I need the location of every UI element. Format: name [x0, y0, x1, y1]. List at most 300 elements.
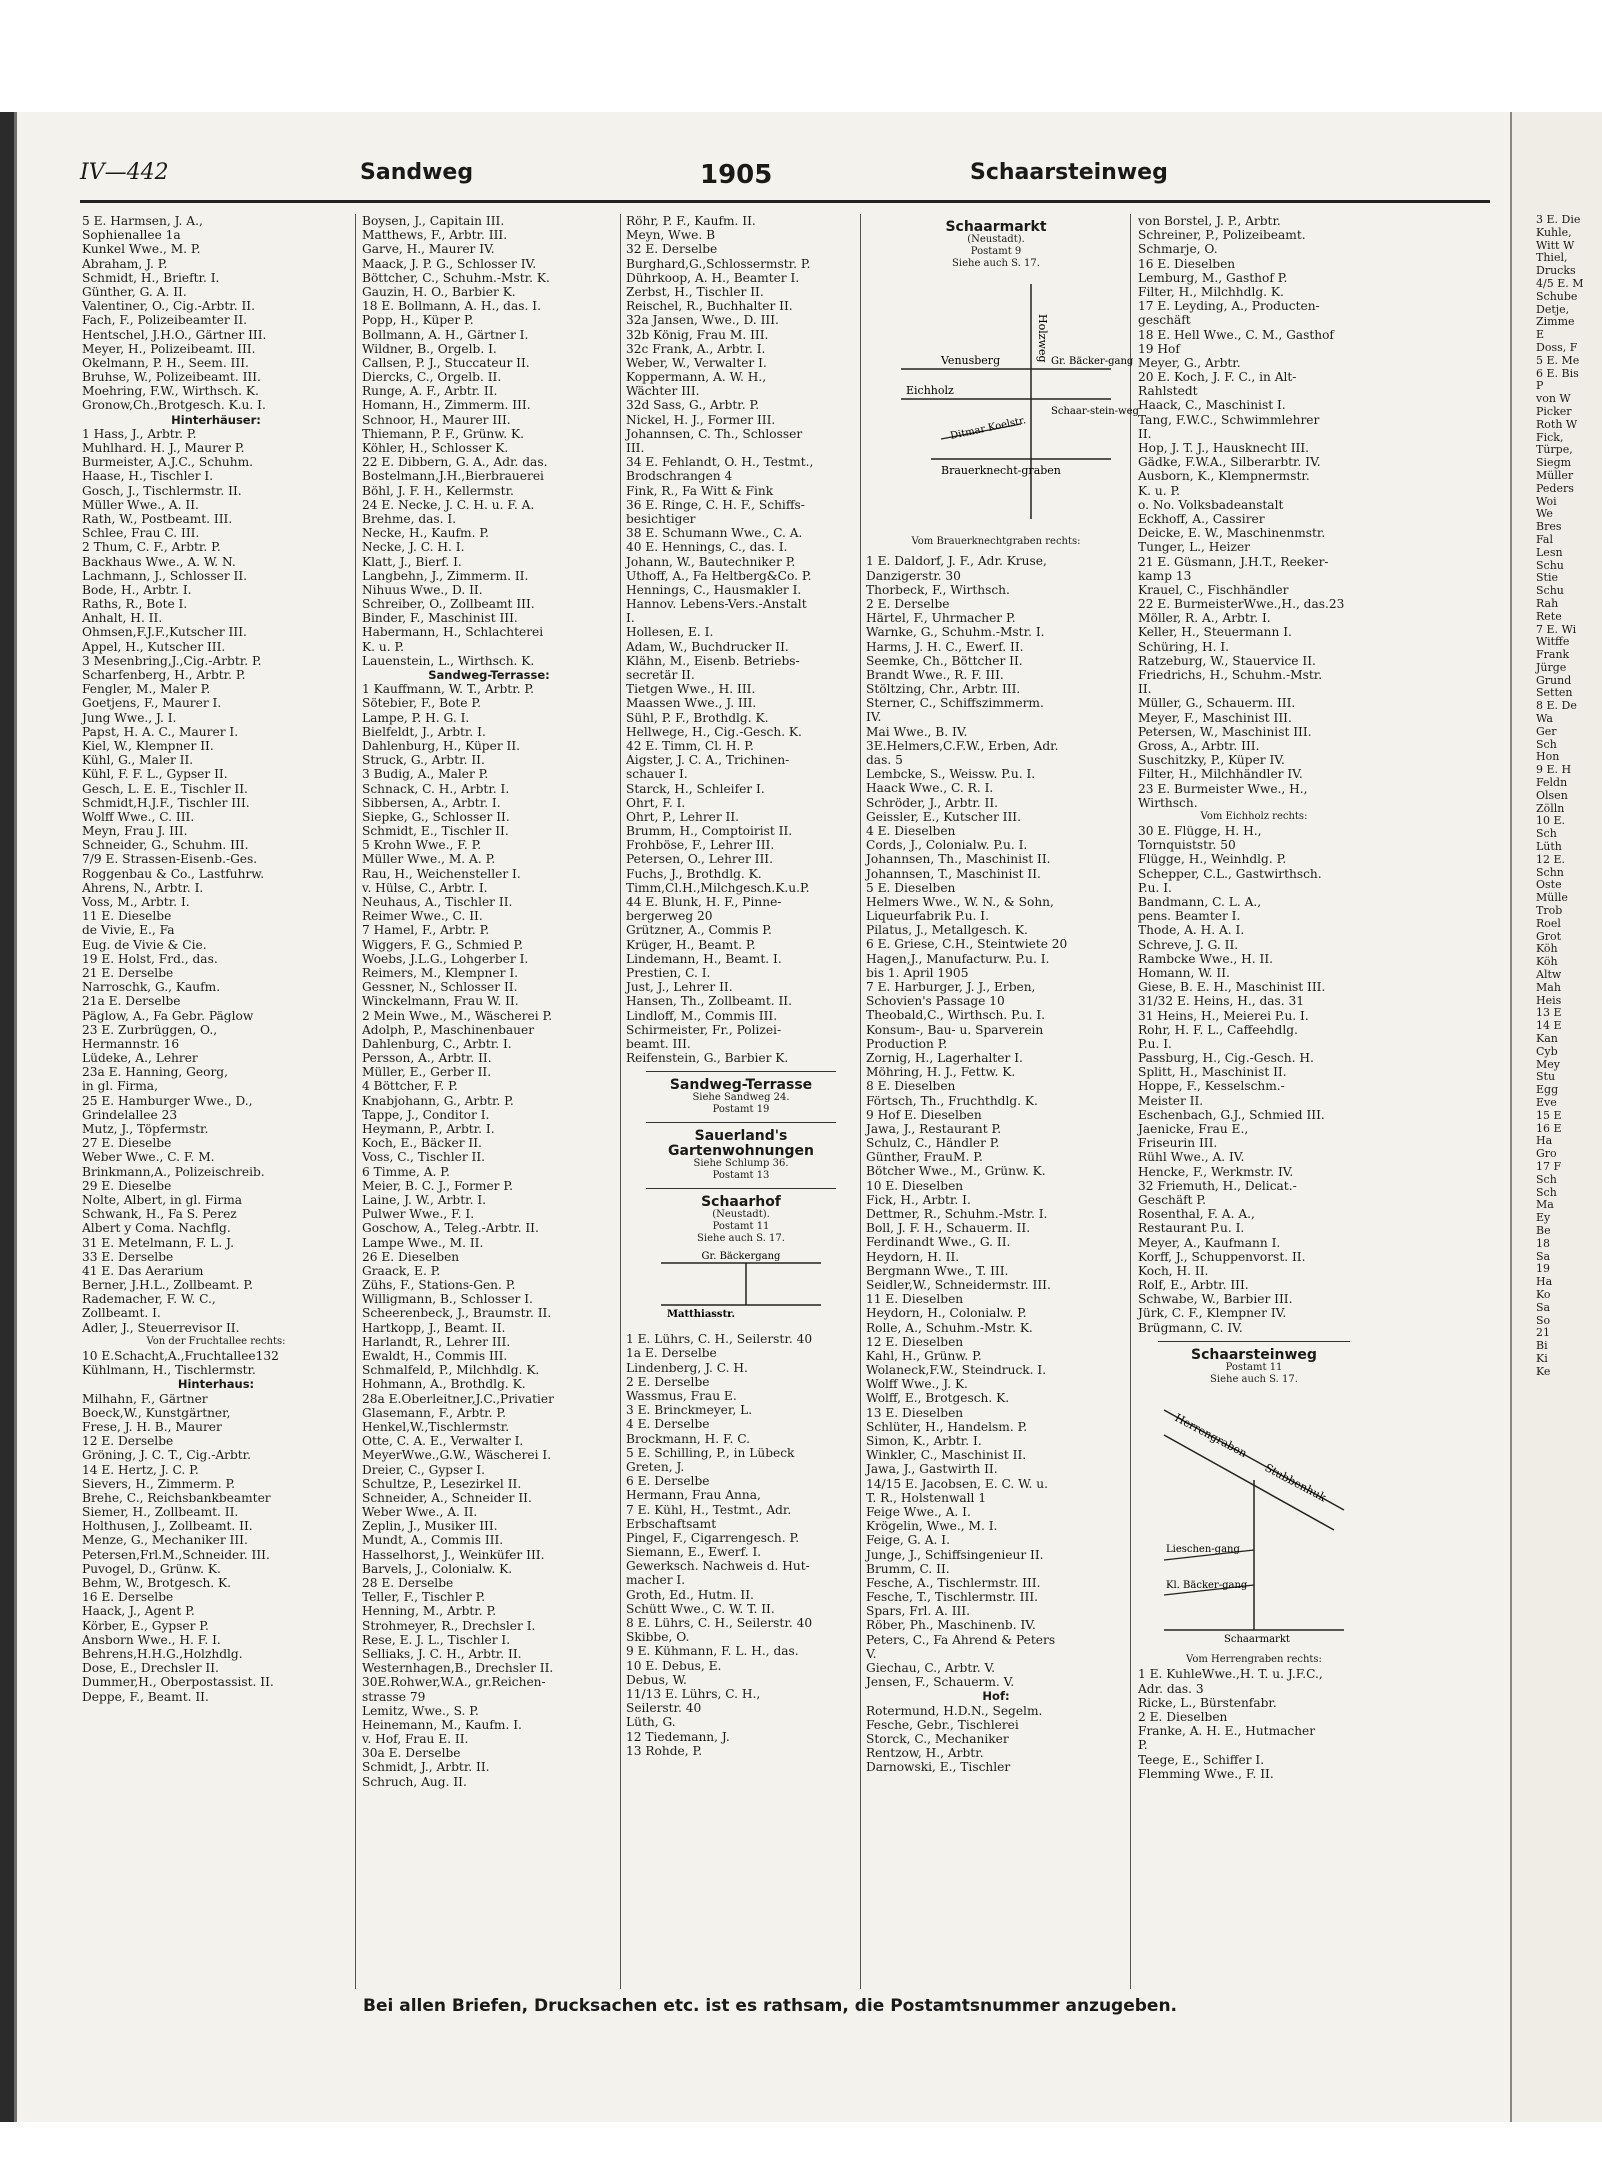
directory-entry: Gröning, J. C. T., Cig.-Arbtr. [82, 1448, 252, 1463]
directory-entry: Rolf, E., Arbtr. III. [1138, 1278, 1249, 1293]
directory-entry: Sandweg-Terrasse: [428, 668, 550, 682]
next-page-fragment: Rah [1536, 596, 1559, 610]
directory-entry: Harms, J. H. C., Ewerf. II. [866, 639, 1024, 654]
directory-entry: 10 E. Debus, E. [626, 1658, 722, 1673]
directory-entry: Giese, B. E. H., Maschinist III. [1138, 980, 1326, 995]
directory-entry: Maack, J. P. G., Schlosser IV. [362, 256, 537, 271]
directory-entry: Wolff, E., Brotgesch. K. [866, 1391, 1010, 1406]
directory-entry: Ricke, L., Bürstenfabr. [1138, 1695, 1277, 1710]
directory-entry: 1a E. Derselbe [626, 1346, 717, 1361]
next-page-fragment: Stie [1536, 571, 1558, 585]
column-divider [860, 214, 861, 1989]
directory-entry: Hagen,J., Manufacturw. P.u. I. [866, 951, 1050, 966]
directory-entry: I. [626, 611, 635, 626]
directory-entry: IV. [866, 710, 882, 725]
directory-entry: Greten, J. [626, 1459, 685, 1474]
directory-entry: Hohmann, A., Brothdlg. K. [362, 1377, 526, 1392]
next-page-fragment: Trob [1536, 904, 1563, 918]
directory-entry: 22 E. BurmeisterWwe.,H., das.23 [1138, 597, 1345, 612]
directory-entry: Spars, Frl. A. III. [866, 1604, 971, 1619]
next-page-fragment: Mey [1536, 1057, 1560, 1071]
next-page-fragment: 13 E [1536, 1006, 1562, 1020]
directory-entry: Rühl Wwe., A. IV. [1138, 1150, 1245, 1165]
directory-entry: Henkel,W.,Tischlermstr. [362, 1419, 510, 1434]
directory-entry: 1 Kauffmann, W. T., Arbtr. P. [362, 682, 535, 697]
directory-entry: Schepper, C.L., Gastwirthsch. [1138, 866, 1322, 881]
directory-entry: 16 E. Derselbe [82, 1590, 174, 1605]
next-page-fragment: Zimme [1536, 315, 1575, 329]
next-page-fragment: Mah [1536, 980, 1561, 994]
directory-entry: Burmeister, A.J.C., Schuhm. [82, 455, 254, 470]
directory-entry: Kiel, W., Klempner II. [82, 738, 214, 753]
next-page-fragment: Grot [1536, 929, 1562, 943]
next-page-fragment: Altw [1536, 968, 1562, 982]
column-divider [1130, 214, 1131, 1989]
directory-entry: 34 E. Fehlandt, O. H., Testmt., [626, 455, 814, 470]
directory-entry: Valentiner, O., Cig.-Arbtr. II. [82, 299, 255, 314]
schaarsteinweg-box [1138, 1348, 1370, 1647]
next-page-fragment: Sch [1536, 1185, 1557, 1199]
directory-entry: 10 E. Dieselben [866, 1178, 964, 1193]
directory-entry: Zeplin, J., Musiker III. [362, 1519, 498, 1534]
directory-entry: Feige, G. A. I. [866, 1533, 950, 1548]
directory-entry: Barvels, J., Colonialw. K. [362, 1561, 513, 1576]
directory-entry: MeyerWwe.,G.W., Wäscherei I. [362, 1448, 552, 1463]
directory-entry: Groth, Ed., Hutm. II. [626, 1587, 754, 1602]
directory-entry: Grindelallee 23 [82, 1107, 178, 1122]
directory-entry: Lindenberg, J. C. H. [626, 1360, 748, 1375]
directory-entry: 13 Rohde, P. [626, 1743, 703, 1758]
directory-entry: 2 E. Derselbe [626, 1374, 710, 1389]
section-rule [646, 1071, 836, 1072]
directory-entry: 4 Böttcher, F. P. [362, 1079, 458, 1094]
directory-entry: P.u. I. [1138, 1036, 1172, 1051]
directory-entry: Debus, W. [626, 1672, 687, 1687]
directory-entry: in gl. Firma, [82, 1079, 158, 1094]
next-page-fragment: 15 E [1536, 1108, 1562, 1122]
directory-entry: 19 E. Holst, Frd., das. [82, 951, 218, 966]
directory-entry: Brügmann, C. IV. [1138, 1320, 1243, 1335]
section-subheading: Vom Brauerknechtgraben rechts: [911, 536, 1081, 548]
directory-entry: Lauenstein, L., Wirthsch. K. [362, 653, 535, 668]
directory-entry: Matthews, F., Arbtr. III. [362, 228, 508, 243]
directory-entry: Ohrt, P., Lehrer II. [626, 809, 740, 824]
directory-entry: 30 E. Flügge, H. H., [1138, 824, 1262, 839]
directory-entry: Gross, A., Arbtr. III. [1138, 738, 1260, 753]
directory-entry: 5 E. Dieselben [866, 880, 956, 895]
directory-entry: Cords, J., Colonialw. P.u. I. [866, 838, 1028, 853]
directory-entry: Gessner, N., Schlosser II. [362, 980, 518, 995]
next-page-fragment: Schube [1536, 289, 1578, 303]
directory-entry: Schreiber, O., Zollbeamt III. [362, 597, 535, 612]
directory-entry: Hennings, C., Hausmakler I. [626, 582, 802, 597]
column-sandweg-1 [82, 214, 350, 1704]
box-subtitle: (Neustadt). [712, 1209, 770, 1221]
directory-entry: 12 Tiedemann, J. [626, 1729, 730, 1744]
directory-entry: Storck, C., Mechaniker [866, 1731, 1009, 1746]
directory-entry: Lampe, P. H. G. I. [362, 710, 470, 725]
next-page-fragment: Sch [1536, 737, 1557, 751]
directory-entry: Schneider, A., Schneider II. [362, 1490, 532, 1505]
right-street-title: Schaarsteinweg [970, 160, 1168, 185]
directory-entry: Hermann, Frau Anna, [626, 1488, 761, 1503]
directory-entry: Homann, W. II. [1138, 965, 1230, 980]
directory-entry: Von der Fruchtallee rechts: [146, 1335, 286, 1347]
next-page-fragment: Setten [1536, 686, 1573, 700]
schaarmarkt-map [881, 274, 1139, 529]
directory-entry: Maassen Wwe., J. III. [626, 696, 757, 711]
directory-entry: Schlüter, H., Handelsm. P. [866, 1419, 1028, 1434]
directory-entry: Rau, H., Weichensteller I. [362, 866, 521, 881]
directory-entry: Weber Wwe., A. II. [362, 1505, 478, 1520]
directory-entry: Jawa, J., Gastwirth II. [866, 1462, 998, 1477]
directory-entry: Klähn, M., Eisenb. Betriebs- [626, 653, 800, 668]
directory-entry: 21 E. Güsmann, J.H.T., Reeker- [1138, 554, 1329, 569]
directory-entry: Hencke, F., Werkmstr. IV. [1138, 1164, 1294, 1179]
directory-entry: Menze, G., Mechaniker III. [82, 1533, 248, 1548]
directory-entry: Jensen, F., Schauerm. V. [866, 1675, 1015, 1690]
directory-entry: Berner, J.H.L., Zollbeamt. P. [82, 1278, 254, 1293]
next-page-fragment: Siegm [1536, 456, 1572, 470]
directory-entry: Wildner, B., Orgelb. I. [362, 341, 497, 356]
box-title: Schaarsteinweg [1191, 1346, 1317, 1363]
directory-entry: Reischel, R., Buchhalter II. [626, 299, 793, 314]
directory-entry: Koch, H. II. [1138, 1263, 1209, 1278]
directory-entry: Brehme, das. I. [362, 511, 457, 526]
directory-entry: Krauel, C., Fischhändler [1138, 582, 1289, 597]
directory-entry: Krüger, H., Beamt. P. [626, 937, 756, 952]
directory-entry: Rademacher, F. W. C., [82, 1292, 216, 1307]
directory-entry: Wolff Wwe., J. K. [866, 1377, 968, 1392]
directory-entry: 41 E. Das Aerarium [82, 1263, 204, 1278]
directory-entry: Teller, F., Tischler P. [362, 1590, 486, 1605]
directory-entry: 5 E. Schilling, P., in Lübeck [626, 1445, 795, 1460]
directory-entry: Behrens,H.H.G.,Holzhdlg. [82, 1646, 243, 1661]
directory-entry: Rolle, A., Schuhm.-Mstr. K. [866, 1320, 1033, 1335]
directory-entry: Lemburg, M., Gasthof P. [1138, 270, 1288, 285]
directory-entry: 17 E. Leyding, A., Producten- [1138, 299, 1320, 314]
directory-entry: Erbschaftsamt [626, 1516, 717, 1531]
map-street-label: Venusberg [941, 354, 1001, 368]
directory-entry: III. [626, 441, 645, 455]
directory-entry: Reimers, M., Klempner I. [362, 965, 519, 980]
directory-entry: Zühs, F., Stations-Gen. P. [362, 1278, 516, 1293]
directory-entry: Schmidt,H.J.F., Tischler III. [82, 795, 250, 810]
directory-entry: Scharfenberg, H., Arbtr. P. [82, 668, 246, 682]
box-title: Sandweg-Terrasse [669, 1077, 813, 1094]
directory-entry: Backhaus Wwe., A. W. N. [82, 554, 236, 569]
directory-entry: Koppermann, A. W. H., [626, 370, 767, 385]
directory-entry: Restaurant P.u. I. [1138, 1221, 1245, 1236]
directory-entry: Frese, J. H. B., Maurer [82, 1419, 222, 1434]
directory-entry: Adam, W., Buchdrucker II. [626, 639, 789, 654]
map-street-label: Eichholz [906, 384, 954, 398]
schaarhof-map [641, 1249, 841, 1319]
scan-dark-margin [0, 112, 14, 2122]
next-page-fragment: Woi [1536, 494, 1557, 508]
directory-entry: Starck, H., Schleifer I. [626, 781, 765, 796]
next-page-fragment: Ko [1536, 1287, 1551, 1301]
directory-entry: Heydorn, H., Colonialw. P. [866, 1306, 1027, 1321]
directory-entry: Boeck,W., Kunstgärtner, [82, 1405, 231, 1420]
directory-entry: 3 Mesenbring,J.,Cig.-Arbtr. P. [82, 653, 262, 668]
directory-entry: Dettmer, R., Schuhm.-Mstr. I. [866, 1207, 1048, 1222]
directory-entry: Wächter III. [626, 384, 700, 399]
directory-entry: Winckelmann, Frau W. II. [362, 994, 519, 1009]
directory-entry: Johannsen, Th., Maschinist II. [866, 852, 1051, 867]
directory-entry: Glasemann, F., Arbtr. P. [362, 1405, 506, 1420]
directory-entry: Keller, H., Steuermann I. [1138, 625, 1292, 640]
directory-entry: Jung Wwe., J. I. [82, 710, 177, 725]
box-subtitle: (Neustadt). [967, 234, 1025, 246]
directory-entry: Selliaks, J. C. H., Arbtr. II. [362, 1646, 522, 1661]
directory-entry: das. 5 [866, 753, 903, 768]
directory-entry: Haack, C., Maschinist I. [1138, 398, 1286, 413]
directory-entry: Liqueurfabrik P.u. I. [866, 909, 989, 924]
box-reference: Siehe Sandweg 24. [692, 1092, 790, 1104]
directory-entry: Bielfeldt, J., Arbtr. I. [362, 724, 486, 739]
directory-entry: Fesche, T., Tischlermstr. III. [866, 1590, 1039, 1605]
directory-entry: Rath, W., Postbeamt. III. [82, 511, 233, 526]
directory-entry: 1 Hass, J., Arbtr. P. [82, 426, 197, 441]
next-page-fragment: Sch [1536, 1172, 1557, 1186]
directory-entry: 32a Jansen, Wwe., D. III. [626, 313, 779, 328]
directory-entry: 3 E. Brinckmeyer, L. [626, 1403, 753, 1418]
next-page-strip [1510, 112, 1602, 2122]
directory-entry: bis 1. April 1905 [866, 965, 969, 980]
directory-entry: Meyer, A., Kaufmann I. [1138, 1235, 1281, 1250]
directory-entry: Ohrt, F. I. [626, 795, 686, 810]
directory-entry: Günther, FrauM. P. [866, 1150, 983, 1165]
box-title: Sauerland's Gartenwohnungen [668, 1128, 814, 1159]
directory-entry: Hansen, Th., Zollbeamt. II. [626, 994, 792, 1009]
directory-entry: Deppe, F., Beamt. II. [82, 1689, 209, 1704]
directory-entry: Kühl, F. F. L., Gypser II. [82, 767, 228, 782]
directory-entry: Homann, H., Zimmerm. III. [362, 398, 531, 413]
column-divider [620, 214, 621, 1989]
next-page-fragment: 5 E. Me [1536, 353, 1580, 367]
directory-entry: Woebs, J.L.G., Lohgerber I. [362, 951, 529, 966]
directory-entry: Franke, A. H. E., Hutmacher [1138, 1724, 1316, 1739]
directory-entry: Schulz, C., Händler P. [866, 1136, 1000, 1151]
directory-entry: Wiggers, F. G., Schmied P. [362, 937, 524, 952]
directory-entry: Lemitz, Wwe., S. P. [362, 1703, 479, 1718]
directory-entry: Brumm, C. II. [866, 1561, 950, 1576]
directory-entry: Rese, E. J. L., Tischler I. [362, 1632, 511, 1647]
directory-entry: 30E.Rohwer,W.A., gr.Reichen- [362, 1675, 546, 1690]
directory-entry: Schüring, H. I. [1138, 639, 1230, 654]
next-page-fragment: Doss, F [1536, 340, 1578, 354]
directory-entry: Tornquiststr. 50 [1138, 838, 1236, 853]
directory-entry: 5 E. Harmsen, J. A., [82, 214, 203, 228]
directory-entry: Roggenbau & Co., Lastfuhrw. [82, 866, 265, 881]
directory-entry: Lindloff, M., Commis III. [626, 1008, 778, 1023]
next-page-fragment: Roth W [1536, 417, 1578, 431]
next-page-fragment: Thiel, [1536, 251, 1568, 265]
directory-entry: K. u. P. [362, 639, 405, 654]
directory-entry: Friseurin III. [1138, 1136, 1218, 1151]
directory-entry: Pingel, F., Cigarrengesch. P. [626, 1530, 800, 1545]
directory-entry: Schmalfeld, P., Milchhdlg. K. [362, 1363, 540, 1378]
next-page-fragment: Egg [1536, 1083, 1559, 1097]
directory-entry: Fengler, M., Maler P. [82, 682, 211, 697]
directory-entry: Persson, A., Arbtr. II. [362, 1051, 492, 1066]
next-page-fragment: 3 E. Die [1536, 213, 1581, 226]
directory-entry: Müller, G., Schauerm. III. [1138, 696, 1296, 711]
next-page-fragment: We [1536, 507, 1553, 521]
directory-entry: Pilatus, J., Metallgesch. K. [866, 923, 1028, 938]
directory-entry: 20 E. Koch, J. F. C., in Alt- [1138, 370, 1297, 385]
directory-entry: 21a E. Derselbe [82, 994, 181, 1009]
directory-entry: K. u. P. [1138, 483, 1181, 498]
directory-entry: 2 E. Derselbe [866, 596, 950, 611]
directory-entry: 4 E. Dieselben [866, 823, 956, 838]
directory-entry: P. [1138, 1738, 1148, 1753]
directory-entry: Haack, J., Agent P. [82, 1604, 195, 1619]
footer-notice: Bei allen Briefen, Drucksachen etc. ist es rathsam, die Postamtsnummer anzugeben. [363, 1996, 1177, 2016]
directory-entry: Thode, A. H. A. I. [1138, 923, 1245, 938]
column-sandweg-3 [626, 214, 856, 1758]
directory-entry: Junge, J., Schiffsingenieur II. [866, 1547, 1044, 1562]
directory-entry: Ratzeburg, W., Stauervice II. [1138, 653, 1316, 668]
directory-entry: Siepke, G., Schlosser II. [362, 809, 510, 824]
directory-entry: Brockmann, H. F. C. [626, 1431, 751, 1446]
directory-entry: schauer I. [626, 767, 688, 782]
directory-entry: Voss, C., Tischler II. [362, 1150, 486, 1165]
directory-entry: Lüdeke, A., Lehrer [82, 1051, 198, 1066]
next-page-fragment: Jürge [1536, 660, 1567, 674]
directory-entry: 31 Heins, H., Meierei P.u. I. [1138, 1008, 1309, 1023]
directory-entry: Dahlenburg, C., Arbtr. I. [362, 1036, 512, 1051]
next-page-fragment: Grund [1536, 673, 1572, 687]
directory-entry: Westernhagen,B., Drechsler II. [362, 1661, 554, 1676]
directory-entry: Heydorn, H. II. [866, 1249, 960, 1264]
directory-entry: Callsen, P. J., Stuccateur II. [362, 355, 530, 370]
directory-entry: Burghard,G.,Schlossermstr. P. [626, 256, 811, 271]
directory-entry: Adler, J., Steuerrevisor II. [82, 1320, 240, 1335]
directory-entry: Haack Wwe., C. R. I. [866, 781, 994, 796]
directory-entry: Sievers, H., Zimmerm. P. [82, 1476, 236, 1491]
next-page-fragment: 6 E. Bis [1536, 366, 1579, 380]
directory-entry: Wirthsch. [1138, 795, 1198, 810]
directory-entry: Jürk, C. F., Klempner IV. [1138, 1306, 1287, 1321]
next-page-fragment: Hon [1536, 750, 1560, 764]
directory-entry: Heinemann, M., Kaufm. I. [362, 1717, 522, 1732]
directory-entry: Puvogel, D., Grünw. K. [82, 1561, 221, 1576]
directory-entry: Muhlhard. H. J., Maurer P. [82, 441, 245, 455]
directory-entry: Weber Wwe., C. F. M. [82, 1150, 215, 1165]
directory-entry: Struck, G., Arbtr. II. [362, 753, 485, 768]
directory-entry: Frohböse, F., Lehrer III. [626, 838, 775, 853]
directory-entry: v. Hülse, C., Arbtr. I. [362, 880, 488, 895]
directory-entry: 10 E.Schacht,A.,Fruchtallee132 [82, 1349, 279, 1363]
directory-entry: Wolff Wwe., C. III. [82, 809, 195, 824]
directory-entry: Schütt Wwe., C. W. T. II. [626, 1601, 775, 1616]
directory-entry: Kühlmann, H., Tischlermstr. [82, 1363, 256, 1378]
directory-entry: Anhalt, H. II. [82, 611, 163, 626]
directory-entry: Brehe, C., Reichsbankbeamter [82, 1490, 271, 1505]
directory-entry: Narroschk, G., Kaufm. [82, 980, 221, 995]
directory-entry: Willigmann, B., Schlosser I. [362, 1292, 533, 1307]
directory-entry: von Borstel, J. P., Arbtr. [1138, 214, 1281, 228]
directory-entry: Ahrens, N., Arbtr. I. [82, 880, 204, 895]
directory-entry: Moehring, F.W., Wirthsch. K. [82, 384, 259, 399]
directory-entry: Timm,Cl.H.,Milchgesch.K.u.P. [626, 880, 810, 895]
section-rule [646, 1122, 836, 1123]
directory-entry: 6 Timme, A. P. [362, 1164, 450, 1179]
directory-entry: Giechau, C., Arbtr. V. [866, 1661, 996, 1676]
directory-entry: 18 E. Hell Wwe., C. M., Gasthof [1138, 327, 1334, 342]
next-page-fragment: Müller [1536, 468, 1574, 482]
directory-entry: 8 E. Dieselben [866, 1079, 956, 1094]
directory-entry: II. [1138, 682, 1152, 697]
next-page-fragment: So [1536, 1313, 1551, 1327]
directory-entry: 14 E. Hertz, J. C. P. [82, 1462, 199, 1477]
directory-entry: Eckhoff, A., Cassirer [1138, 511, 1265, 526]
box-title: Schaarhof [701, 1193, 781, 1210]
directory-entry: Sterner, C., Schiffszimmerm. [866, 696, 1044, 711]
directory-entry: Günther, G. A. II. [82, 284, 187, 299]
directory-entry: Wolaneck,F.W., Steindruck. I. [866, 1363, 1047, 1378]
directory-entry: Schirmeister, Fr., Polizei- [626, 1022, 782, 1037]
directory-entry: Goschow, A., Teleg.-Arbtr. II. [362, 1221, 539, 1236]
directory-entry: Förtsch, Th., Fruchthdlg. K. [866, 1093, 1038, 1108]
directory-entry: Stöltzing, Chr., Arbtr. III. [866, 682, 1021, 697]
next-page-fragment: 7 E. Wi [1536, 622, 1577, 636]
directory-entry: 32 E. Derselbe [626, 242, 718, 257]
directory-entry: Schreiner, P., Polizeibeamt. [1138, 228, 1306, 243]
directory-entry: Gronow,Ch.,Brotgesch. K.u. I. [82, 398, 266, 413]
next-page-fragment: 4/5 E. M [1536, 276, 1584, 290]
directory-entry: Schruch, Aug. II. [362, 1774, 467, 1789]
directory-entry: Strohmeyer, R., Drechsler I. [362, 1618, 536, 1633]
directory-entry: Möller, R. A., Arbtr. I. [1138, 611, 1271, 626]
directory-entry: Uthoff, A., Fa Heltberg&Co. P. [626, 568, 812, 583]
next-page-fragment: Lüth [1536, 840, 1562, 854]
directory-entry: Appel, H., Kutscher III. [82, 639, 226, 654]
directory-entry: Flügge, H., Weinhdlg. P. [1138, 852, 1287, 867]
directory-entry: Hellwege, H., Cig.-Gesch. K. [626, 724, 802, 739]
directory-entry: 42 E. Timm, Cl. H. P. [626, 738, 754, 753]
directory-entry: 25 E. Hamburger Wwe., D., [82, 1093, 253, 1108]
map-street-label: Gr. Bäckergang [701, 1251, 781, 1263]
directory-entry: Rambcke Wwe., H. II. [1138, 951, 1274, 966]
directory-entry: Knabjohann, G., Arbtr. P. [362, 1093, 514, 1108]
directory-entry: 7 E. Kühl, H., Testmt., Adr. [626, 1502, 792, 1517]
next-page-fragment: Witt W [1536, 238, 1575, 252]
directory-entry: Geschäft P. [1138, 1192, 1207, 1207]
directory-entry: Koch, E., Bäcker II. [362, 1136, 482, 1151]
column-schaarsteinweg [1138, 214, 1370, 1781]
directory-entry: besichtiger [626, 511, 696, 526]
sauerland-box [626, 1129, 856, 1181]
directory-entry: 1 E. KuhleWwe.,H. T. u. J.F.C., [1138, 1667, 1323, 1682]
directory-entry: 26 E. Dieselben [362, 1249, 460, 1264]
directory-entry: V. [866, 1646, 877, 1661]
directory-entry: Kunkel Wwe., M. P. [82, 242, 201, 257]
next-page-fragment: Detje, [1536, 302, 1570, 316]
directory-entry: Thorbeck, F., Wirthsch. [866, 582, 1010, 597]
directory-entry: 6 E. Derselbe [626, 1474, 710, 1489]
directory-entry: Schlee, Frau C. III. [82, 526, 200, 541]
directory-entry: 2 Mein Wwe., M., Wäscherei P. [362, 1008, 553, 1023]
directory-entry: Johann, W., Bautechniker P. [626, 554, 796, 569]
directory-entry: Fuchs, J., Brothdlg. K. [626, 866, 762, 881]
directory-entry: 7 Hamel, F., Arbtr. P. [362, 923, 490, 938]
directory-entry: 4 E. Derselbe [626, 1417, 710, 1432]
next-page-fragment: E [1536, 328, 1545, 342]
directory-entry: Korff, J., Schuppenvorst. II. [1138, 1249, 1306, 1264]
